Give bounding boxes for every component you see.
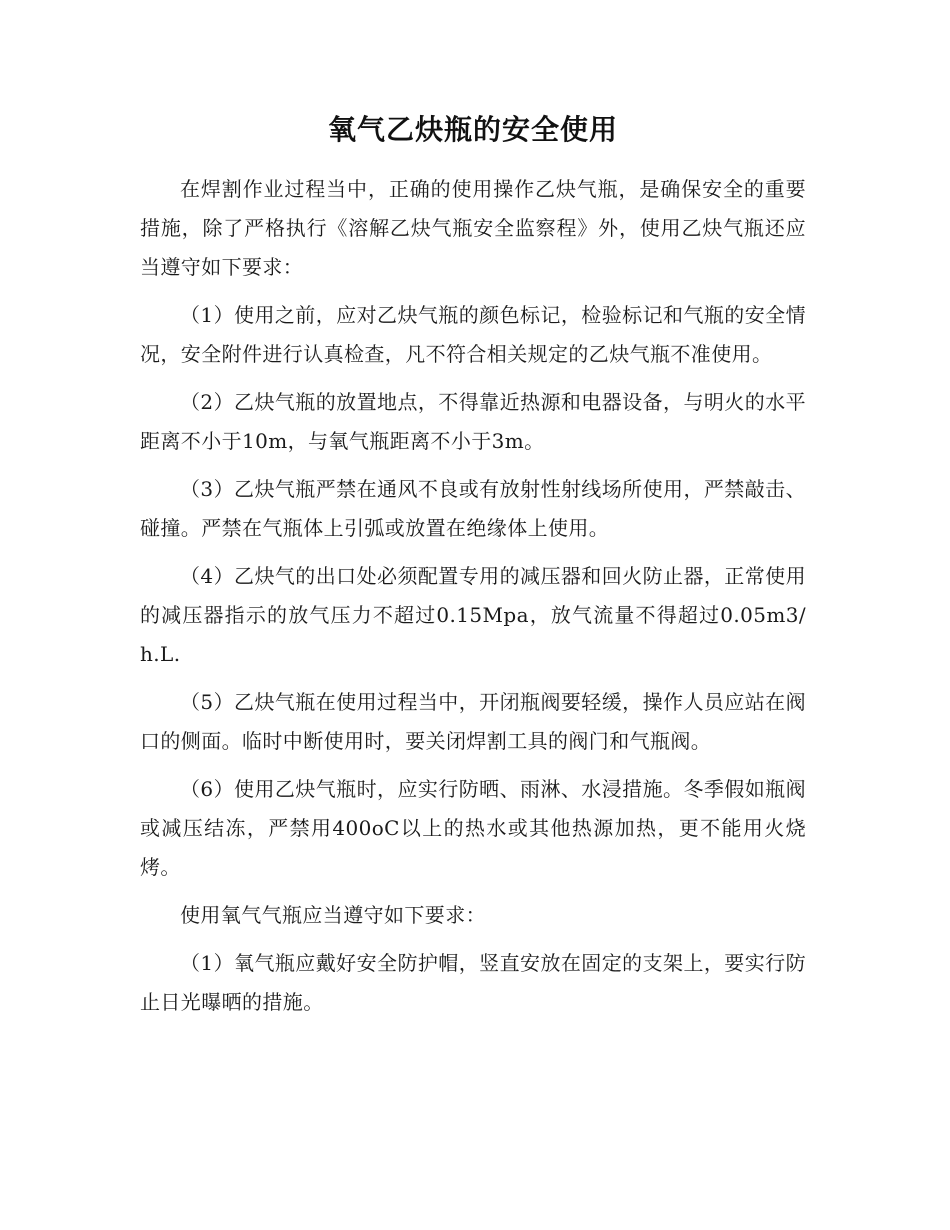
paragraph-oxygen-rule-1: （1）氧气瓶应戴好安全防护帽，竖直安放在固定的支架上，要实行防止日光曝晒的措施。 (140, 951, 806, 1014)
paragraph-acetylene-rule-4: （4）乙炔气的出口处必须配置专用的减压器和回火防止器，正常使用的减压器指示的放气压力不超过0.15Mpa，放气流量不得超过0.05m3/h.L. (140, 564, 806, 666)
document-title: 氧气乙炔瓶的安全使用 (327, 113, 618, 146)
paragraph-intro-oxygen: 使用氧气气瓶应当遵守如下要求： (180, 903, 486, 927)
paragraph-acetylene-rule-6: （6）使用乙炔气瓶时，应实行防晒、雨淋、水浸措施。冬季假如瓶阀或减压结冻，严禁用400oC以上的热水或其他热源加热，更不能用火烧烤。 (140, 777, 806, 879)
paragraph-acetylene-rule-1: （1）使用之前，应对乙炔气瓶的颜色标记，检验标记和气瓶的安全情况，安全附件进行认真检查，凡不符合相关规定的乙炔气瓶不准使用。 (140, 303, 806, 366)
paragraph-acetylene-rule-2: （2）乙炔气瓶的放置地点，不得靠近热源和电器设备，与明火的水平距离不小于10m，与氧气瓶距离不小于3m。 (140, 390, 806, 453)
paragraph-intro-acetylene: 在焊割作业过程当中，正确的使用操作乙炔气瓶，是确保安全的重要措施，除了严格执行《溶解乙炔气瓶安全监察程》外，使用乙炔气瓶还应当遵守如下要求： (140, 177, 806, 279)
paragraph-acetylene-rule-5: （5）乙炔气瓶在使用过程当中，开闭瓶阀要轻缓，操作人员应站在阀口的侧面。临时中断使用时，要关闭焊割工具的阀门和气瓶阀。 (140, 690, 806, 753)
paragraph-acetylene-rule-3: （3）乙炔气瓶严禁在通风不良或有放射性射线场所使用，严禁敲击、碰撞。严禁在气瓶体上引弧或放置在绝缘体上使用。 (140, 477, 806, 540)
document-body (140, 108, 806, 1031)
